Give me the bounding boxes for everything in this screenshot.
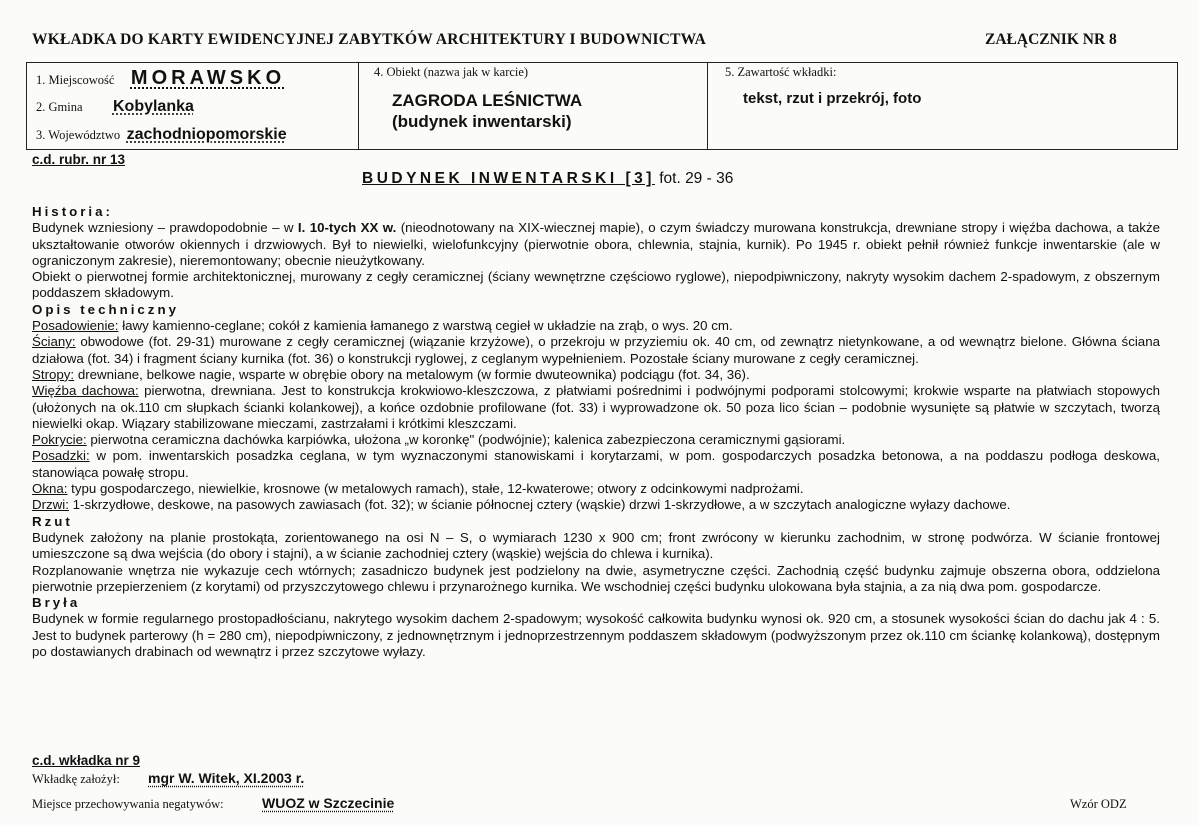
commune-label: 2. Gmina: [36, 100, 83, 114]
object-label: 4. Obiekt (nazwa jak w karcie): [374, 65, 529, 79]
heading-historia: Historia:: [32, 204, 113, 219]
paragraph: Obiekt o pierwotnej formie architektonicznej, murowany z cegły ceramicznej (ściany wewnętrzne częściowo ryglowe), niepodpiwniczony, nakryty wysokim dachem 2-spadowym, z obszernym poddaszem składowym.: [32, 269, 1160, 301]
content-value: tekst, rzut i przekrój, foto: [743, 90, 922, 107]
paragraph: Drzwi: 1-skrzydłowe, deskowe, na pasowych zawiasach (fot. 32); w ścianie północnej cztery (wąskie) drzwi 1-skrzydłowe, a w szczytach analogiczne wyłazy dachowe.: [32, 497, 1011, 513]
object-value: [392, 90, 582, 132]
voivodeship-label: 3. Województwo: [36, 128, 121, 142]
form-model: Wzór ODZ: [1070, 797, 1127, 811]
heading-opis: Opis techniczny: [32, 301, 179, 317]
commune-field: [36, 98, 194, 116]
heading-bryla: Bryła: [32, 595, 81, 611]
voivodeship-field: [36, 126, 287, 144]
heading-rzut: Rzut: [32, 513, 73, 529]
continuation-insert: c.d. wkładka nr 9: [32, 753, 141, 768]
storage-value: WUOZ w Szczecinie: [262, 795, 395, 811]
paragraph: Budynek wzniesiony – prawdopodobnie – w I. 10-tych XX w. (nieodnotowany na XIX-wiecznej mapie), o czym świadczy murowana konstrukcja, drewniane stropy i więźba dachowa, a także ukształtowanie otworów okiennych i drzwiowych. Był to niewielki, wielofunkcyjny (pierwotnie obora, chlewnia, stajnia, kurnik). Po 1945 r. obiekt pełnił również funkcje inwentarskie (ale w ograniczonym zakresie), nieremontowany; obecnie nieużytkowany.: [32, 220, 1160, 268]
author-value: mgr W. Witek, XI.2003 r.: [148, 770, 305, 786]
paragraph: Posadowienie: ławy kamienno-ceglane; cokół z kamienia łamanego z warstwą cegieł w układzie na zrąb, o wys. 20 cm.: [32, 318, 733, 334]
paragraph: Okna: typu gospodarczego, niewielkie, krosnowe (w metalowych ramach), stałe, 12-kwaterowe; otwory z odcinkowymi nadprożami.: [32, 481, 804, 497]
town-label: 1. Miejscowość: [36, 73, 115, 87]
continuation-reference: c.d. rubr. nr 13: [32, 152, 126, 167]
storage-label: Miejsce przechowywania negatywów:: [32, 797, 224, 811]
content-label: 5. Zawartość wkładki:: [725, 65, 837, 79]
paragraph: Stropy: drewniane, belkowe nagie, wsparte w obrębie obory na metalowym (w formie dwuteownika) podciągu (fot. 34, 36).: [32, 366, 750, 382]
section-title: BUDYNEK INWENTARSKI [3]: [362, 170, 655, 187]
object-subname: (budynek inwentarski): [392, 112, 572, 131]
town-value: MORAWSKO: [130, 67, 286, 89]
paragraph: Budynek w formie regularnego prostopadłościanu, nakrytego wysokim dachem 2-spadowym; wysokość całkowita budynku wynosi ok. 920 cm, a stosunek wysokości ścian do dachu jak 4 : 5. Jest to budynek parterowy (h = 280 cm), niepodpiwniczony, z jednownętrznym i jednoprzestrzennym poddaszem składowym (podwyższonym przez ok.110 cm ściankę kolankową), dostępnym po dostawianych drabinach od wewnątrz i przez szczytowe wyłazy.: [32, 611, 1160, 660]
section-heading: [362, 170, 733, 188]
paragraph: Ściany: obwodowe (fot. 29-31) murowane z cegły ceramicznej (wiązanie krzyżowe), o przekroju w przyziemiu ok. 40 cm, od zewnątrz nietynkowane, a od wewnątrz bielone. Główna ściana działowa (fot. 34) i fragment ściany kurnika (fot. 36) o konstrukcji ryglowej, z ceglanym wypełnieniem. Pozostałe ściany murowane z cegły ceramicznej.: [32, 334, 1160, 366]
annex-number: ZAŁĄCZNIK NR 8: [985, 31, 1117, 48]
object-name: ZAGRODA LEŚNICTWA: [392, 91, 583, 110]
paragraph: Pokrycie: pierwotna ceramiczna dachówka karpiówka, ułożona „w koronkę" (podwójnie); kalenica zabezpieczona ceramicznymi gąsiorami.: [32, 432, 846, 448]
form-title: WKŁADKA DO KARTY EWIDENCYJNEJ ZABYTKÓW ARCHITEKTURY I BUDOWNICTWA: [32, 31, 707, 48]
commune-value: Kobylanka: [112, 98, 194, 115]
paragraph: Posadzki: w pom. inwentarskich posadzka ceglana, w tym wyznaczonymi stanowiskami i korytarzami, w pom. gospodarczych posadzka betonowa, a na poddaszu podłoga deskowa, stanowiąca powałę stropu.: [32, 448, 1160, 480]
paragraph: Budynek założony na planie prostokąta, zorientowanego na osi N – S, o wymiarach 1230 x 900 cm; front zwrócony w kierunku zachodnim, w stronę podwórza. W ścianie frontowej umieszczone są dwa wejścia (do obory i stajni), a w ścianie zachodniej cztery (wąskie) wejścia do chlewa i kurnika).: [32, 529, 1160, 562]
description-body: [32, 204, 1160, 660]
author-label: Wkładkę założył:: [32, 772, 120, 786]
paragraph: Więźba dachowa: pierwotna, drewniana. Jest to konstrukcja krokwiowo-kleszczowa, z płatwiami pośrednimi i podwójnymi podporami stolcowymi; krokwie wsparte na płatwiach stopowych (ułożonych na ok.110 cm słupkach ścianki kolankowej), a końce ozdobnie profilowane (fot. 33) i wyprowadzone ok. 50 poza lico ścian – podobnie wysunięte są płatwie w szczytach, tworzą niewielki okap. Wiązary stabilizowane mieczami, zastrzałami i krótkimi kleszczami.: [32, 383, 1160, 431]
paragraph: Rozplanowanie wnętrza nie wykazuje cech wtórnych; zasadniczo budynek jest podzielony na dwie, asymetryczne części. Zachodnią część budynku zajmuje obszerna obora, oddzielona pierwotnie przepierzeniem (z korytami) od przyszczytowego chlewu i przynarożnego kurnika. We wschodniej części budynku ulokowana była stajnia, a za nią dwa pom. gospodarcze.: [32, 562, 1160, 594]
section-photos: fot. 29 - 36: [659, 170, 734, 187]
voivodeship-value: zachodniopomorskie: [126, 126, 287, 143]
town-field: [36, 67, 285, 90]
divider: [707, 62, 708, 150]
divider: [358, 62, 359, 150]
